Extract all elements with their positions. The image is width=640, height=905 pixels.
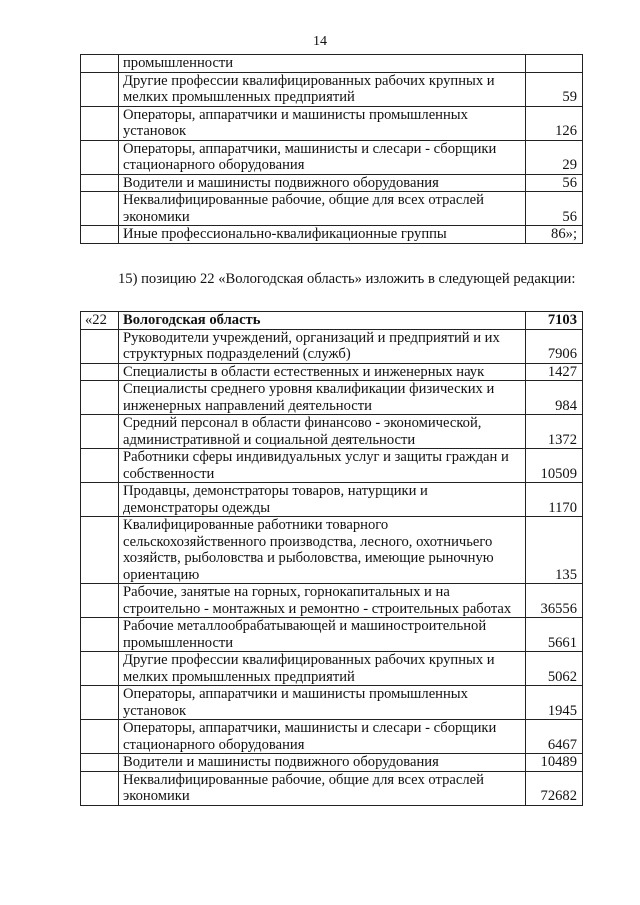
table-header-row [81,312,583,330]
cell-code [81,618,119,652]
cell-code [81,415,119,449]
cell-value: 1372 [526,415,583,449]
cell-name: Специалисты в области естественных и инженерных наук [119,363,526,381]
table-row [81,192,583,226]
cell-code [81,72,119,106]
table-row [81,517,583,584]
cell-code [81,686,119,720]
cell-name: Рабочие металлообрабатывающей и машиностроительной промышленности [119,618,526,652]
cell-value: 1945 [526,686,583,720]
cell-code [81,449,119,483]
cell-code [81,771,119,805]
cell-code [81,517,119,584]
cell-name: Операторы, аппаратчики и машинисты промышленных установок [119,106,526,140]
cell-value: 7906 [526,329,583,363]
table-row [81,771,583,805]
table-row [81,72,583,106]
cell-value: 10489 [526,754,583,772]
table-row [81,140,583,174]
cell-code [81,192,119,226]
table-row [81,363,583,381]
table-row [81,449,583,483]
cell-value: 6467 [526,720,583,754]
table-continuation [80,54,583,244]
cell-name: Неквалифицированные рабочие, общие для всех отраслей экономики [119,771,526,805]
cell-value [526,55,583,73]
cell-value: 72682 [526,771,583,805]
table-row [81,652,583,686]
cell-name: Работники сферы индивидуальных услуг и защиты граждан и собственности [119,449,526,483]
table-row [81,618,583,652]
cell-code [81,106,119,140]
cell-value: 59 [526,72,583,106]
cell-code [81,226,119,244]
cell-name: Другие профессии квалифицированных рабочих крупных и мелких промышленных предприятий [119,652,526,686]
cell-name: Операторы, аппаратчики и машинисты промышленных установок [119,686,526,720]
cell-code [81,483,119,517]
cell-code [81,363,119,381]
table-row [81,483,583,517]
cell-value: 1170 [526,483,583,517]
cell-name: Продавцы, демонстраторы товаров, натурщики и демонстраторы одежды [119,483,526,517]
cell-value: 10509 [526,449,583,483]
table-row [81,686,583,720]
cell-name: Водители и машинисты подвижного оборудования [119,754,526,772]
region-code: «22 [81,312,119,330]
cell-name: Квалифицированные работники товарного сельскохозяйственного производства, лесного, охотничьего хозяйств, рыболовства и рыболовства, имеющие рыночную ориентацию [119,517,526,584]
cell-value: 5661 [526,618,583,652]
amendment-paragraph: 15) позицию 22 «Вологодская область» изложить в следующей редакции: [118,271,576,287]
cell-code [81,55,119,73]
cell-value: 126 [526,106,583,140]
cell-code [81,720,119,754]
cell-name: Рабочие, занятые на горных, горнокапитальных и на строительно - монтажных и ремонтно - строительных работах [119,584,526,618]
cell-value: 135 [526,517,583,584]
cell-value: 36556 [526,584,583,618]
cell-code [81,381,119,415]
cell-value: 29 [526,140,583,174]
table-row [81,55,583,73]
cell-name: Водители и машинисты подвижного оборудования [119,174,526,192]
table-row [81,720,583,754]
table-row [81,754,583,772]
region-name: Вологодская область [119,312,526,330]
table-row [81,415,583,449]
table-row [81,106,583,140]
cell-name: Операторы, аппаратчики, машинисты и слесари - сборщики стационарного оборудования [119,720,526,754]
cell-code [81,174,119,192]
page-number: 14 [313,34,327,49]
table-row [81,174,583,192]
cell-name: Операторы, аппаратчики, машинисты и слесари - сборщики стационарного оборудования [119,140,526,174]
cell-name: промышленности [119,55,526,73]
cell-value: 1427 [526,363,583,381]
cell-name: Средний персонал в области финансово - экономической, административной и социальной деятельности [119,415,526,449]
cell-name: Иные профессионально-квалификационные группы [119,226,526,244]
cell-code [81,754,119,772]
cell-value: 984 [526,381,583,415]
cell-name: Другие профессии квалифицированных рабочих крупных и мелких промышленных предприятий [119,72,526,106]
table-row [81,584,583,618]
table-row [81,329,583,363]
cell-value: 86»; [526,226,583,244]
table-row [81,381,583,415]
cell-code [81,584,119,618]
cell-value: 5062 [526,652,583,686]
cell-value: 56 [526,174,583,192]
cell-value: 56 [526,192,583,226]
cell-name: Специалисты среднего уровня квалификации физических и инженерных направлений деятельности [119,381,526,415]
table-row [81,226,583,244]
table-vologda-region [80,311,583,806]
cell-name: Руководители учреждений, организаций и предприятий и их структурных подразделений (служб) [119,329,526,363]
cell-code [81,140,119,174]
cell-code [81,652,119,686]
cell-name: Неквалифицированные рабочие, общие для всех отраслей экономики [119,192,526,226]
region-total: 7103 [526,312,583,330]
cell-code [81,329,119,363]
